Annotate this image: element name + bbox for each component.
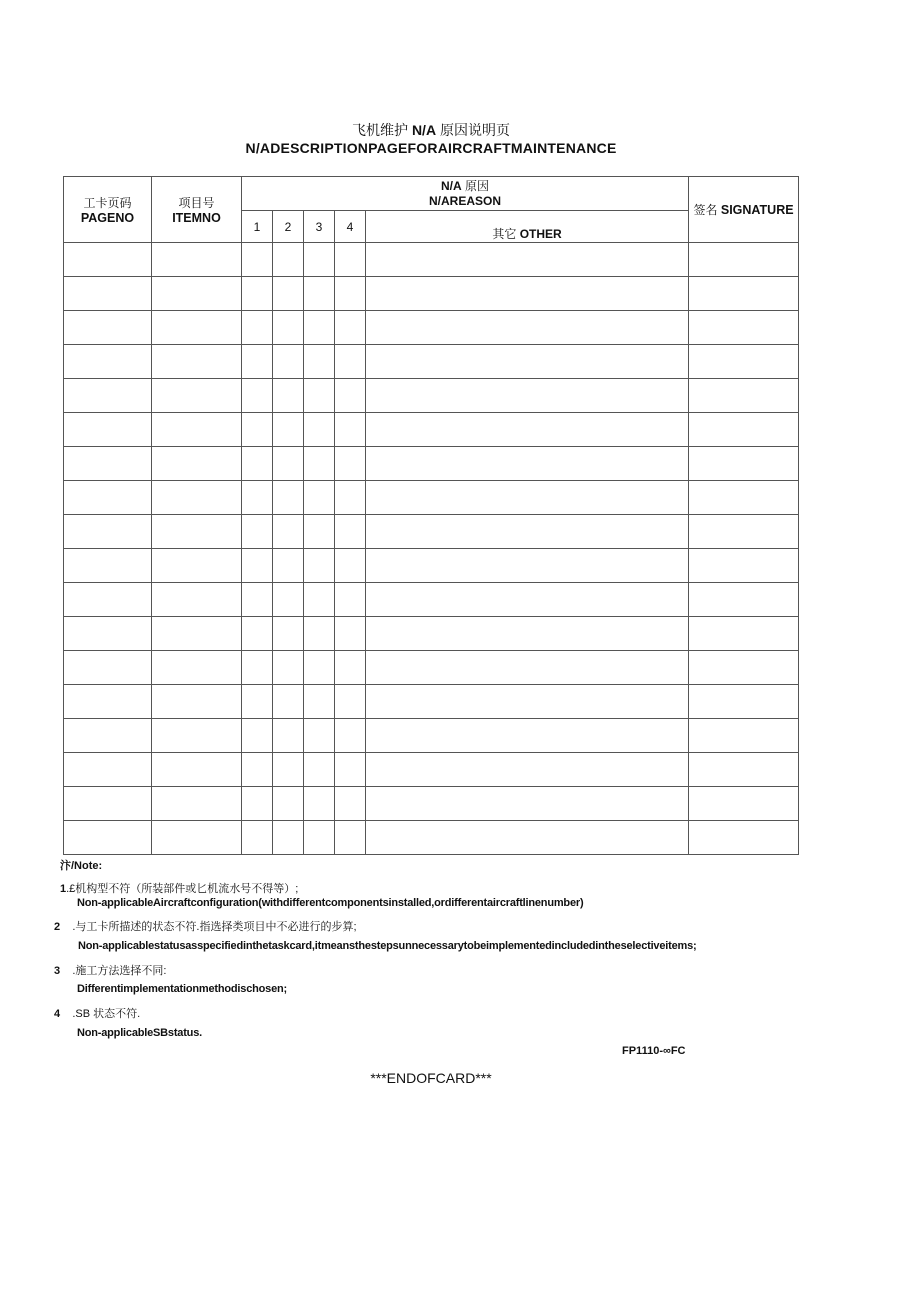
cell-signature[interactable]: [689, 617, 799, 651]
cell-reason-2[interactable]: [273, 821, 304, 855]
note-2-cn-text: .与工卡所描述的状态不符.指选择类项目中不必进行的步算;: [72, 921, 357, 933]
cell-item-no[interactable]: [152, 787, 242, 821]
cell-reason-3[interactable]: [304, 515, 335, 549]
header-signature: [689, 177, 799, 243]
cell-other[interactable]: [366, 651, 689, 685]
table-row: [64, 515, 799, 549]
cell-reason-1[interactable]: [242, 583, 273, 617]
note-1-en: Non-applicableAircraftconfiguration(withdifferentcomponentsinstalled,ordifferentaircraftlinenumber): [77, 897, 584, 909]
cell-page-no[interactable]: [64, 685, 152, 719]
cell-page-no[interactable]: [64, 515, 152, 549]
cell-item-no[interactable]: [152, 651, 242, 685]
cell-reason-2[interactable]: [273, 413, 304, 447]
note-4-number: 4: [54, 1008, 61, 1020]
cell-other[interactable]: [366, 243, 689, 277]
table-row: [64, 447, 799, 481]
cell-item-no[interactable]: [152, 583, 242, 617]
table-row: [64, 481, 799, 515]
table-row: [64, 311, 799, 345]
cell-reason-2[interactable]: [273, 481, 304, 515]
cell-reason-2[interactable]: [273, 787, 304, 821]
page-title-en: N/ADESCRIPTIONPAGEFORAIRCRAFTMAINTENANCE: [245, 140, 617, 156]
cell-item-no[interactable]: [152, 413, 242, 447]
cell-page-no[interactable]: [64, 583, 152, 617]
cell-reason-2[interactable]: [273, 685, 304, 719]
page-title-cn: [0, 120, 862, 140]
cell-reason-3[interactable]: [304, 481, 335, 515]
cell-page-no[interactable]: [64, 243, 152, 277]
cell-signature[interactable]: [689, 719, 799, 753]
cell-other[interactable]: [366, 685, 689, 719]
table-row: [64, 719, 799, 753]
cell-other[interactable]: [366, 311, 689, 345]
cell-reason-3[interactable]: [304, 821, 335, 855]
cell-other[interactable]: [366, 345, 689, 379]
note-4-cn-text: .SB 状态不符.: [72, 1008, 141, 1020]
note-2-number: 2: [54, 921, 61, 933]
note-4-cn: [54, 1005, 140, 1021]
cell-item-no[interactable]: [152, 243, 242, 277]
header-reason-3: 3: [304, 211, 335, 243]
cell-page-no[interactable]: [64, 379, 152, 413]
header-page-no-cn: 工卡页码: [83, 196, 132, 210]
cell-page-no[interactable]: [64, 345, 152, 379]
cell-item-no[interactable]: [152, 277, 242, 311]
cell-item-no[interactable]: [152, 549, 242, 583]
cell-other[interactable]: [366, 447, 689, 481]
cell-item-no[interactable]: [152, 481, 242, 515]
cell-reason-1[interactable]: [242, 651, 273, 685]
cell-reason-3[interactable]: [304, 719, 335, 753]
table-row: [64, 277, 799, 311]
header-na-reason-na: N/A: [441, 178, 462, 193]
cell-reason-4[interactable]: [335, 821, 366, 855]
note-3-cn: [54, 962, 166, 978]
cell-signature[interactable]: [689, 753, 799, 787]
cell-other[interactable]: [366, 583, 689, 617]
cell-reason-2[interactable]: [273, 311, 304, 345]
cell-reason-1[interactable]: [242, 821, 273, 855]
cell-reason-4[interactable]: [335, 447, 366, 481]
cell-page-no[interactable]: [64, 481, 152, 515]
cell-reason-4[interactable]: [335, 583, 366, 617]
cell-reason-4[interactable]: [335, 719, 366, 753]
cell-other[interactable]: [366, 515, 689, 549]
cell-reason-3[interactable]: [304, 787, 335, 821]
table-row: [64, 549, 799, 583]
form-code: FP1110-∞FC: [622, 1045, 686, 1057]
cell-reason-3[interactable]: [304, 549, 335, 583]
table-row: [64, 617, 799, 651]
header-other-cn: 其它: [492, 227, 517, 241]
table-row: [64, 379, 799, 413]
cell-reason-4[interactable]: [335, 753, 366, 787]
cell-reason-2[interactable]: [273, 447, 304, 481]
cell-reason-3[interactable]: [304, 583, 335, 617]
header-other: [366, 211, 689, 243]
cell-reason-3[interactable]: [304, 753, 335, 787]
notes-heading: [60, 857, 102, 873]
cell-reason-1[interactable]: [242, 379, 273, 413]
cell-page-no[interactable]: [64, 447, 152, 481]
cell-item-no[interactable]: [152, 753, 242, 787]
cell-reason-1[interactable]: [242, 515, 273, 549]
header-item-no-cn: 项目号: [178, 196, 215, 210]
cell-reason-4[interactable]: [335, 481, 366, 515]
cell-item-no[interactable]: [152, 685, 242, 719]
cell-reason-2[interactable]: [273, 243, 304, 277]
cell-reason-3[interactable]: [304, 311, 335, 345]
note-1-cn-text: .£机构型不符（所装部件或匕机流水号不得等）;: [66, 883, 299, 895]
cell-signature[interactable]: [689, 379, 799, 413]
cell-other[interactable]: [366, 753, 689, 787]
cell-reason-4[interactable]: [335, 311, 366, 345]
cell-signature[interactable]: [689, 277, 799, 311]
cell-reason-3[interactable]: [304, 447, 335, 481]
cell-page-no[interactable]: [64, 277, 152, 311]
cell-reason-4[interactable]: [335, 549, 366, 583]
cell-signature[interactable]: [689, 787, 799, 821]
cell-item-no[interactable]: [152, 447, 242, 481]
cell-reason-3[interactable]: [304, 379, 335, 413]
cell-other[interactable]: [366, 481, 689, 515]
cell-reason-2[interactable]: [273, 379, 304, 413]
cell-reason-2[interactable]: [273, 345, 304, 379]
cell-item-no[interactable]: [152, 821, 242, 855]
cell-reason-4[interactable]: [335, 651, 366, 685]
cell-other[interactable]: [366, 787, 689, 821]
cell-reason-1[interactable]: [242, 719, 273, 753]
cell-reason-3[interactable]: [304, 651, 335, 685]
note-2-cn: [54, 918, 357, 934]
cell-signature[interactable]: [689, 549, 799, 583]
cell-reason-1[interactable]: [242, 243, 273, 277]
table-row: [64, 345, 799, 379]
header-other-en: OTHER: [519, 227, 562, 241]
cell-item-no[interactable]: [152, 379, 242, 413]
title-cn-na: N/A: [411, 122, 437, 138]
note-3-cn-text: .施工方法选择不同:: [72, 965, 167, 977]
cell-page-no[interactable]: [64, 753, 152, 787]
cell-reason-3[interactable]: [304, 617, 335, 651]
header-page-no: [64, 177, 152, 243]
table-row: [64, 583, 799, 617]
cell-signature[interactable]: [689, 345, 799, 379]
table-row: [64, 787, 799, 821]
note-1-cn: [60, 880, 298, 896]
cell-reason-4[interactable]: [335, 277, 366, 311]
cell-reason-2[interactable]: [273, 719, 304, 753]
header-na-reason-cn: 原因: [465, 178, 490, 193]
header-signature-en: SIGNATURE: [720, 203, 794, 217]
cell-page-no[interactable]: [64, 651, 152, 685]
cell-signature[interactable]: [689, 821, 799, 855]
cell-reason-4[interactable]: [335, 617, 366, 651]
cell-item-no[interactable]: [152, 617, 242, 651]
cell-reason-1[interactable]: [242, 277, 273, 311]
cell-reason-4[interactable]: [335, 515, 366, 549]
cell-item-no[interactable]: [152, 345, 242, 379]
cell-reason-3[interactable]: [304, 413, 335, 447]
cell-reason-2[interactable]: [273, 515, 304, 549]
table-row: [64, 413, 799, 447]
cell-reason-1[interactable]: [242, 685, 273, 719]
notes-heading-text: 汴/Note:: [60, 860, 103, 872]
cell-page-no[interactable]: [64, 549, 152, 583]
table-row: [64, 651, 799, 685]
note-3-en: Differentimplementationmethodischosen;: [77, 983, 287, 995]
cell-signature[interactable]: [689, 515, 799, 549]
cell-signature[interactable]: [689, 685, 799, 719]
cell-reason-4[interactable]: [335, 787, 366, 821]
cell-other[interactable]: [366, 617, 689, 651]
cell-signature[interactable]: [689, 447, 799, 481]
cell-signature[interactable]: [689, 311, 799, 345]
cell-other[interactable]: [366, 413, 689, 447]
table-row: [64, 821, 799, 855]
cell-item-no[interactable]: [152, 515, 242, 549]
header-item-no-en: ITEMNO: [172, 211, 221, 225]
header-reason-1: 1: [242, 211, 273, 243]
cell-other[interactable]: [366, 549, 689, 583]
end-of-card: ***ENDOFCARD***: [370, 1070, 492, 1086]
cell-reason-1[interactable]: [242, 549, 273, 583]
cell-reason-2[interactable]: [273, 583, 304, 617]
note-4-en: Non-applicableSBstatus.: [77, 1027, 202, 1039]
header-item-no: [152, 177, 242, 243]
header-page-no-en: PAGENO: [80, 211, 135, 225]
cell-reason-1[interactable]: [242, 617, 273, 651]
cell-reason-1[interactable]: [242, 447, 273, 481]
cell-signature[interactable]: [689, 413, 799, 447]
cell-reason-4[interactable]: [335, 243, 366, 277]
cell-reason-1[interactable]: [242, 311, 273, 345]
header-na-reason-en: N/AREASON: [429, 193, 502, 208]
cell-reason-2[interactable]: [273, 753, 304, 787]
cell-reason-4[interactable]: [335, 345, 366, 379]
table-row: [64, 685, 799, 719]
title-cn-prefix: 飞机维护: [352, 122, 409, 138]
note-3-number: 3: [54, 965, 61, 977]
header-reason-2: 2: [273, 211, 304, 243]
cell-page-no[interactable]: [64, 413, 152, 447]
note-2-en: Non-applicablestatusasspecifiedinthetaskcard,itmeansthestepsunnecessarytobeimplementedincludedintheselectiveitems;: [78, 940, 697, 952]
cell-signature[interactable]: [689, 481, 799, 515]
cell-other[interactable]: [366, 719, 689, 753]
cell-reason-3[interactable]: [304, 243, 335, 277]
cell-other[interactable]: [366, 821, 689, 855]
header-signature-cn: 签名: [693, 203, 718, 217]
cell-signature[interactable]: [689, 651, 799, 685]
cell-reason-2[interactable]: [273, 277, 304, 311]
cell-reason-1[interactable]: [242, 481, 273, 515]
cell-reason-3[interactable]: [304, 685, 335, 719]
na-reason-table: [63, 176, 799, 855]
cell-reason-1[interactable]: [242, 413, 273, 447]
cell-reason-2[interactable]: [273, 549, 304, 583]
cell-page-no[interactable]: [64, 617, 152, 651]
cell-reason-1[interactable]: [242, 753, 273, 787]
cell-reason-4[interactable]: [335, 413, 366, 447]
cell-reason-4[interactable]: [335, 379, 366, 413]
cell-reason-2[interactable]: [273, 651, 304, 685]
cell-signature[interactable]: [689, 243, 799, 277]
cell-page-no[interactable]: [64, 719, 152, 753]
cell-reason-4[interactable]: [335, 685, 366, 719]
cell-reason-1[interactable]: [242, 345, 273, 379]
cell-signature[interactable]: [689, 583, 799, 617]
cell-reason-3[interactable]: [304, 277, 335, 311]
cell-item-no[interactable]: [152, 311, 242, 345]
cell-item-no[interactable]: [152, 719, 242, 753]
header-na-reason: [242, 177, 689, 211]
cell-reason-3[interactable]: [304, 345, 335, 379]
table-row: [64, 243, 799, 277]
note-1-number: 1: [60, 883, 67, 895]
cell-other[interactable]: [366, 277, 689, 311]
cell-reason-2[interactable]: [273, 617, 304, 651]
cell-other[interactable]: [366, 379, 689, 413]
cell-reason-1[interactable]: [242, 787, 273, 821]
title-cn-suffix: 原因说明页: [439, 122, 510, 138]
cell-page-no[interactable]: [64, 311, 152, 345]
cell-page-no[interactable]: [64, 787, 152, 821]
header-reason-4: 4: [335, 211, 366, 243]
cell-page-no[interactable]: [64, 821, 152, 855]
table-row: [64, 753, 799, 787]
